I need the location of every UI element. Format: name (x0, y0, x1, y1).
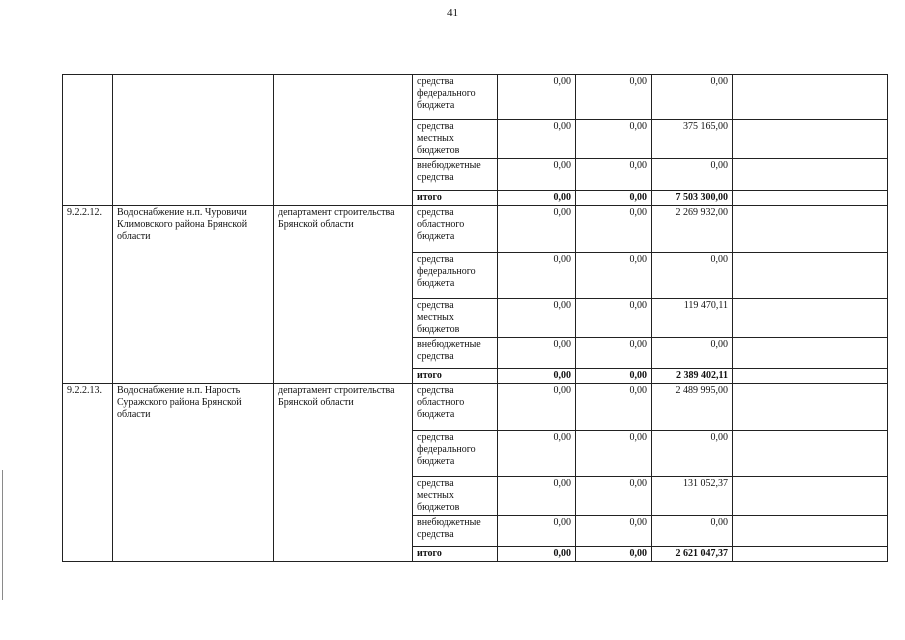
funding-source-cell: средства местных бюджетов (413, 120, 498, 159)
amount-cell: 0,00 (576, 477, 652, 516)
funding-source-cell: внебюджетные средства (413, 338, 498, 369)
result-cell (733, 338, 888, 369)
amount-cell: 0,00 (498, 120, 576, 159)
amount-cell: 0,00 (498, 547, 576, 562)
amount-cell: 119 470,11 (652, 299, 733, 338)
funding-source-cell: средства областного бюджета (413, 206, 498, 253)
amount-cell: 131 052,37 (652, 477, 733, 516)
amount-cell: 0,00 (576, 253, 652, 299)
amount-cell: 7 503 300,00 (652, 191, 733, 206)
amount-cell: 2 489 995,00 (652, 384, 733, 431)
amount-cell: 0,00 (576, 75, 652, 120)
funding-source-cell: средства федерального бюджета (413, 75, 498, 120)
result-cell (733, 384, 888, 431)
funding-source-cell: средства областного бюджета (413, 384, 498, 431)
result-cell (733, 75, 888, 120)
executor-cell (274, 75, 413, 206)
amount-cell: 0,00 (652, 431, 733, 477)
amount-cell: 2 621 047,37 (652, 547, 733, 562)
amount-cell: 0,00 (652, 253, 733, 299)
result-cell (733, 516, 888, 547)
funding-source-cell: средства федерального бюджета (413, 431, 498, 477)
amount-cell: 0,00 (498, 516, 576, 547)
item-name-cell: Водоснабжение н.п. Чуровичи Климовского района Брянской области (113, 206, 274, 384)
funding-source-cell: внебюджетные средства (413, 159, 498, 191)
amount-cell: 0,00 (576, 516, 652, 547)
amount-cell: 0,00 (498, 431, 576, 477)
amount-cell: 0,00 (498, 191, 576, 206)
amount-cell: 0,00 (498, 206, 576, 253)
executor-cell: департамент строительства Брянской области (274, 206, 413, 384)
result-cell (733, 477, 888, 516)
amount-cell: 0,00 (576, 547, 652, 562)
result-cell (733, 206, 888, 253)
table-row (63, 384, 888, 431)
amount-cell: 0,00 (498, 299, 576, 338)
amount-cell: 0,00 (576, 384, 652, 431)
budget-table-body (63, 75, 888, 562)
item-name-cell: Водоснабжение н.п. Нарость Суражского района Брянской области (113, 384, 274, 562)
amount-cell: 0,00 (652, 516, 733, 547)
item-code-cell (63, 75, 113, 206)
table-row (63, 75, 888, 120)
amount-cell: 0,00 (576, 206, 652, 253)
amount-cell: 0,00 (498, 338, 576, 369)
page-number: 41 (447, 7, 458, 19)
result-cell (733, 547, 888, 562)
funding-source-cell: итого (413, 547, 498, 562)
funding-source-cell: итого (413, 191, 498, 206)
table-row (63, 206, 888, 253)
item-code-cell: 9.2.2.12. (63, 206, 113, 384)
result-cell (733, 120, 888, 159)
item-code-cell: 9.2.2.13. (63, 384, 113, 562)
item-name-cell (113, 75, 274, 206)
result-cell (733, 299, 888, 338)
amount-cell: 0,00 (576, 299, 652, 338)
amount-cell: 0,00 (498, 384, 576, 431)
amount-cell: 0,00 (576, 191, 652, 206)
funding-source-cell: итого (413, 369, 498, 384)
result-cell (733, 431, 888, 477)
funding-source-cell: внебюджетные средства (413, 516, 498, 547)
amount-cell: 0,00 (498, 369, 576, 384)
result-cell (733, 159, 888, 191)
amount-cell: 0,00 (652, 159, 733, 191)
funding-source-cell: средства местных бюджетов (413, 477, 498, 516)
amount-cell: 0,00 (576, 431, 652, 477)
amount-cell: 2 389 402,11 (652, 369, 733, 384)
funding-source-cell: средства федерального бюджета (413, 253, 498, 299)
result-cell (733, 253, 888, 299)
result-cell (733, 369, 888, 384)
amount-cell: 0,00 (652, 75, 733, 120)
amount-cell: 375 165,00 (652, 120, 733, 159)
amount-cell: 2 269 932,00 (652, 206, 733, 253)
amount-cell: 0,00 (498, 253, 576, 299)
executor-cell: департамент строительства Брянской области (274, 384, 413, 562)
budget-table (62, 74, 888, 562)
result-cell (733, 191, 888, 206)
amount-cell: 0,00 (498, 75, 576, 120)
amount-cell: 0,00 (576, 338, 652, 369)
amount-cell: 0,00 (576, 120, 652, 159)
amount-cell: 0,00 (498, 477, 576, 516)
scan-margin-line (2, 470, 3, 600)
amount-cell: 0,00 (652, 338, 733, 369)
funding-source-cell: средства местных бюджетов (413, 299, 498, 338)
amount-cell: 0,00 (498, 159, 576, 191)
amount-cell: 0,00 (576, 369, 652, 384)
amount-cell: 0,00 (576, 159, 652, 191)
